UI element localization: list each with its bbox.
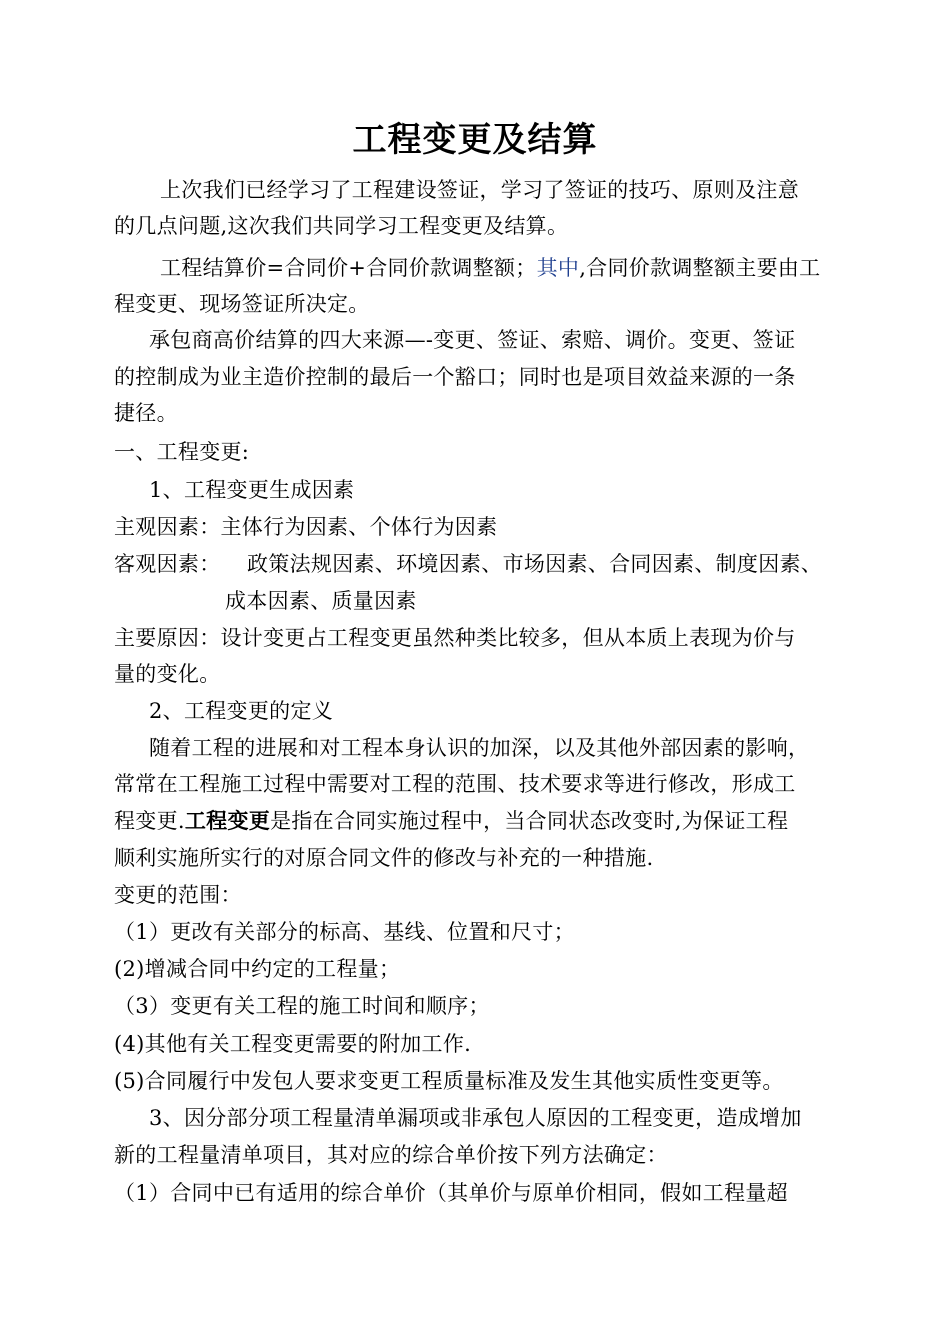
settlement-formula-line: 程变更、现场签证所决定。 bbox=[114, 292, 370, 316]
objective-factors-line: 政策法规因素、环境因素、市场因素、合同因素、制度因素、 bbox=[247, 552, 823, 576]
scope-item: （1）更改有关部分的标高、基线、位置和尺寸； bbox=[114, 920, 575, 944]
settlement-formula-text: ,合同价款调整额主要由工 bbox=[579, 256, 821, 280]
subjective-factors: 主观因素：主体行为因素、个体行为因素 bbox=[114, 515, 498, 539]
definition-paragraph-line: 顺利实施所实行的对原合同文件的修改与补充的一种措施. bbox=[114, 846, 654, 870]
subsection-heading: 3、因分部分项工程量清单漏项或非承包人原因的工程变更，造成增加 bbox=[149, 1106, 802, 1130]
sources-paragraph-line: 的控制成为业主造价控制的最后一个豁口；同时也是项目效益来源的一条 bbox=[114, 365, 796, 389]
section-heading: 一、工程变更: bbox=[114, 440, 250, 464]
scope-item: (2)增减合同中约定的工程量； bbox=[114, 957, 401, 981]
sources-paragraph-line: 捷径。 bbox=[114, 401, 178, 425]
definition-term: 工程变更 bbox=[184, 808, 271, 833]
settlement-formula-text: 工程结算价=合同价+合同价款调整额； bbox=[160, 256, 537, 280]
definition-text: 程变更. bbox=[114, 809, 185, 833]
scope-item: （3）变更有关工程的施工时间和顺序； bbox=[114, 994, 490, 1018]
sources-paragraph-line: 承包商高价结算的四大来源—-变更、签证、索赔、调价。变更、签证 bbox=[149, 328, 796, 352]
intro-paragraph-line: 上次我们已经学习了工程建设签证，学习了签证的技巧、原则及注意 bbox=[160, 178, 799, 202]
scope-item: (5)合同履行中发包人要求变更工程质量标准及发生其他实质性变更等。 bbox=[114, 1069, 784, 1093]
scope-item: (4)其他有关工程变更需要的附加工作. bbox=[114, 1032, 472, 1056]
definition-paragraph-line: 常常在工程施工过程中需要对工程的范围、技术要求等进行修改，形成工 bbox=[114, 772, 796, 796]
method-item: （1）合同中已有适用的综合单价（其单价与原单价相同，假如工程量超 bbox=[114, 1181, 788, 1205]
highlighted-text: 其中 bbox=[536, 256, 580, 280]
objective-factors-line: 成本因素、质量因素 bbox=[225, 589, 417, 613]
subsection-heading: 2、工程变更的定义 bbox=[149, 699, 334, 723]
subsection-heading: 新的工程量清单项目，其对应的综合单价按下列方法确定： bbox=[114, 1143, 668, 1167]
intro-paragraph-line: 的几点问题,这次我们共同学习工程变更及结算。 bbox=[114, 214, 569, 238]
definition-text: 是指在合同实施过程中，当合同状态改变时,为保证工程 bbox=[270, 809, 789, 833]
scope-title: 变更的范围： bbox=[114, 883, 242, 907]
subsection-heading: 1、工程变更生成因素 bbox=[149, 478, 355, 502]
definition-paragraph-line: 随着工程的进展和对工程本身认识的加深，以及其他外部因素的影响， bbox=[149, 736, 810, 760]
main-reason-line: 主要原因：设计变更占工程变更虽然种类比较多，但从本质上表现为价与 bbox=[114, 626, 796, 650]
objective-factors-label: 客观因素： bbox=[114, 552, 221, 576]
main-reason-line: 量的变化。 bbox=[114, 662, 221, 686]
settlement-formula-line bbox=[160, 254, 820, 282]
definition-paragraph-line bbox=[114, 807, 788, 835]
document-title: 工程变更及结算 bbox=[352, 120, 598, 160]
